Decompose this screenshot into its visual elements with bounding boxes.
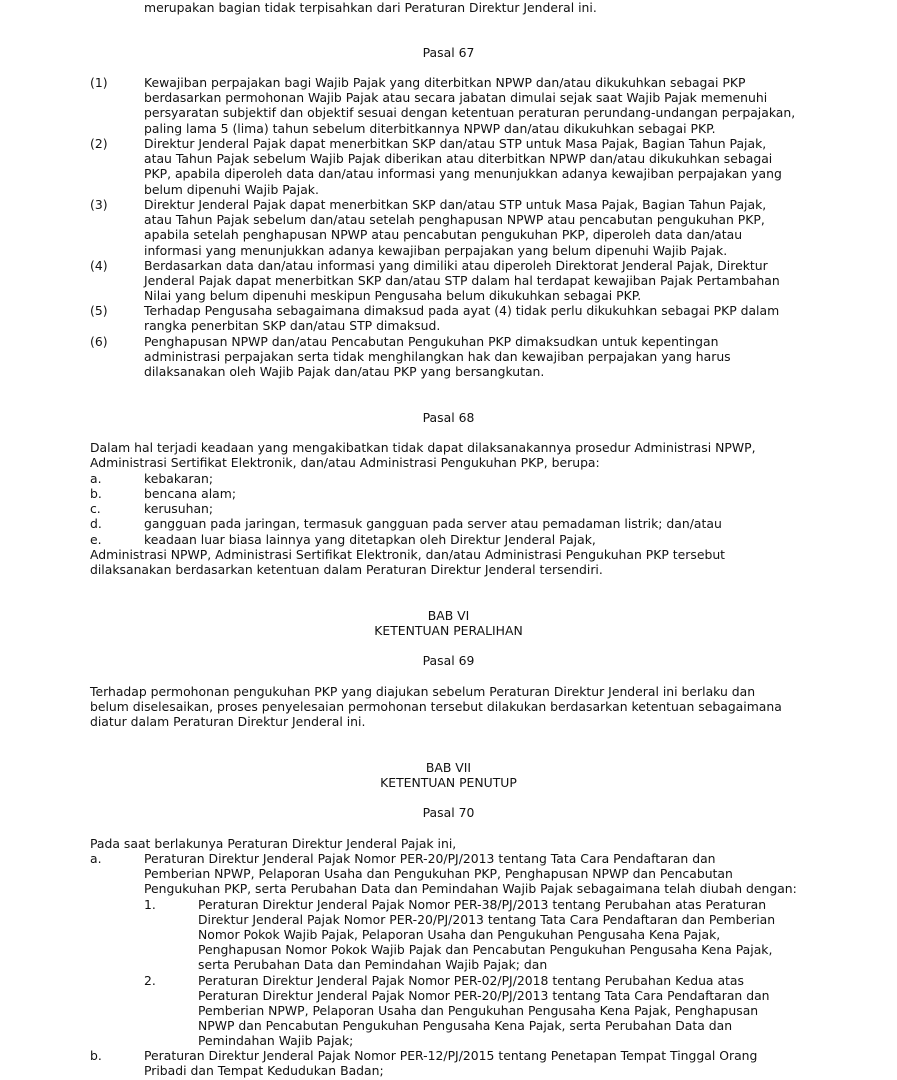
pasal-67-item-6-line: Penghapusan NPWP dan/atau Pencabutan Pengukuhan PKP dimaksudkan untuk kepentingan bbox=[144, 334, 719, 349]
pasal-67-item-3-num: (3) bbox=[90, 197, 108, 212]
pasal-67-item-5-num: (5) bbox=[90, 303, 108, 318]
intro-line: merupakan bagian tidak terpisahkan dari Peraturan Direktur Jenderal ini. bbox=[144, 0, 597, 15]
pasal-67-title: Pasal 67 bbox=[422, 45, 475, 60]
pasal-70-subitem-1-line: serta Perubahan Data dan Pemindahan Wajib Pajak; dan bbox=[198, 957, 548, 972]
pasal-70-subitem-2-line: Pemindahan Wajib Pajak; bbox=[198, 1033, 354, 1048]
pasal-67-item-4-num: (4) bbox=[90, 258, 108, 273]
pasal-70-item-b-num: b. bbox=[90, 1048, 102, 1063]
bab-7-title: BAB VII bbox=[425, 760, 472, 775]
pasal-68-item-d-num: d. bbox=[90, 516, 102, 531]
pasal-68-closing-line: dilaksanakan berdasarkan ketentuan dalam Peraturan Direktur Jenderal tersendiri. bbox=[90, 562, 603, 577]
pasal-70-subitem-2-line: NPWP dan Pencabutan Pengukuhan Pengusaha Kena Pajak, serta Perubahan Data dan bbox=[198, 1018, 733, 1033]
pasal-67-item-2-line: Direktur Jenderal Pajak dapat menerbitkan SKP dan/atau STP untuk Masa Pajak, Bagian Tahun Pajak, bbox=[144, 136, 767, 151]
pasal-68-item-b-num: b. bbox=[90, 486, 102, 501]
pasal-70-subitem-2-line: Peraturan Direktur Jenderal Pajak Nomor PER-02/PJ/2018 tentang Perubahan Kedua atas bbox=[198, 973, 744, 988]
pasal-68-item-a-text: kebakaran; bbox=[144, 471, 214, 486]
pasal-67-item-1-line: Kewajiban perpajakan bagi Wajib Pajak yang diterbitkan NPWP dan/atau dikukuhkan sebagai PKP bbox=[144, 75, 746, 90]
pasal-68-item-c-text: kerusuhan; bbox=[144, 501, 214, 516]
pasal-67-item-1-line: persyaratan subjektif dan objektif sesuai dengan ketentuan peraturan perundang-undangan perpajakan, bbox=[144, 105, 796, 120]
pasal-69-line: belum diselesaikan, proses penyelesaian permohonan tersebut dilakukan berdasarkan ketentuan sebagaimana bbox=[90, 699, 782, 714]
pasal-70-title: Pasal 70 bbox=[422, 805, 475, 820]
pasal-68-item-a-num: a. bbox=[90, 471, 102, 486]
pasal-70-item-a-line: Pengukuhan PKP, serta Perubahan Data dan Pemindahan Wajib Pajak sebagaimana telah diubah dengan: bbox=[144, 881, 797, 896]
bab-6-title: BAB VI bbox=[427, 608, 470, 623]
pasal-67-item-1-num: (1) bbox=[90, 75, 108, 90]
pasal-67-item-6-line: administrasi perpajakan serta tidak menghilangkan hak dan kewajiban perpajakan yang harus bbox=[144, 349, 731, 364]
pasal-67-item-4-line: Jenderal Pajak dapat menerbitkan SKP dan/atau STP dalam hal terdapat kewajiban Pajak Pertambahan bbox=[144, 273, 780, 288]
pasal-67-item-2-line: belum dipenuhi Wajib Pajak. bbox=[144, 182, 319, 197]
pasal-67-item-6-num: (6) bbox=[90, 334, 108, 349]
pasal-68-item-e-text: keadaan luar biasa lainnya yang ditetapkan oleh Direktur Jenderal Pajak, bbox=[144, 532, 596, 547]
pasal-68-intro-line: Administrasi Sertifikat Elektronik, dan/atau Administrasi Pengukuhan PKP, berupa: bbox=[90, 455, 600, 470]
pasal-67-item-4-line: Berdasarkan data dan/atau informasi yang dimiliki atau diperoleh Direktorat Jenderal Pajak, Direktur bbox=[144, 258, 768, 273]
pasal-68-item-d-text: gangguan pada jaringan, termasuk gangguan pada server atau pemadaman listrik; dan/atau bbox=[144, 516, 722, 531]
pasal-70-subitem-1-line: Peraturan Direktur Jenderal Pajak Nomor PER-38/PJ/2013 tentang Perubahan atas Peraturan bbox=[198, 897, 767, 912]
bab-6-subtitle: KETENTUAN PERALIHAN bbox=[374, 623, 523, 638]
pasal-70-item-a-num: a. bbox=[90, 851, 102, 866]
pasal-70-subitem-1-num: 1. bbox=[144, 897, 156, 912]
pasal-67-item-3-line: apabila setelah penghapusan NPWP atau pencabutan pengukuhan PKP, diperoleh data dan/atau bbox=[144, 227, 743, 242]
pasal-70-subitem-1-line: Penghapusan Nomor Pokok Wajib Pajak dan Pencabutan Pengukuhan Pengusaha Kena Pajak, bbox=[198, 942, 773, 957]
pasal-67-item-2-line: PKP, apabila diperoleh data dan/atau informasi yang menunjukkan adanya kewajiban perpajakan yang bbox=[144, 166, 782, 181]
pasal-67-item-5-line: Terhadap Pengusaha sebagaimana dimaksud pada ayat (4) tidak perlu dikukuhkan sebagai PKP dalam bbox=[144, 303, 780, 318]
pasal-68-item-b-text: bencana alam; bbox=[144, 486, 237, 501]
pasal-70-subitem-1-line: Direktur Jenderal Pajak Nomor PER-20/PJ/2013 tentang Tata Cara Pendaftaran dan Pemberian bbox=[198, 912, 776, 927]
pasal-68-item-e-num: e. bbox=[90, 532, 102, 547]
pasal-67-item-4-line: Nilai yang belum dipenuhi meskipun Pengusaha belum dikukuhkan sebagai PKP. bbox=[144, 288, 642, 303]
pasal-69-title: Pasal 69 bbox=[422, 653, 475, 668]
pasal-67-item-1-line: berdasarkan permohonan Wajib Pajak atau secara jabatan dimulai sejak saat Wajib Pajak memenuhi bbox=[144, 90, 768, 105]
pasal-70-intro: Pada saat berlakunya Peraturan Direktur Jenderal Pajak ini, bbox=[90, 836, 457, 851]
pasal-67-item-2-line: atau Tahun Pajak sebelum Wajib Pajak diberikan atau diterbitkan NPWP dan/atau dikukuhkan sebagai bbox=[144, 151, 773, 166]
pasal-70-item-b-line: Peraturan Direktur Jenderal Pajak Nomor PER-12/PJ/2015 tentang Penetapan Tempat Tinggal Orang bbox=[144, 1048, 758, 1063]
pasal-69-line: Terhadap permohonan pengukuhan PKP yang diajukan sebelum Peraturan Direktur Jenderal ini berlaku dan bbox=[90, 684, 756, 699]
pasal-70-subitem-2-line: Pemberian NPWP, Pelaporan Usaha dan Pengukuhan Pengusaha Kena Pajak, Penghapusan bbox=[198, 1003, 759, 1018]
pasal-68-title: Pasal 68 bbox=[422, 410, 475, 425]
pasal-69-line: diatur dalam Peraturan Direktur Jenderal ini. bbox=[90, 714, 366, 729]
pasal-70-subitem-2-line: Peraturan Direktur Jenderal Pajak Nomor PER-20/PJ/2013 tentang Tata Cara Pendaftaran dan bbox=[198, 988, 770, 1003]
bab-7-subtitle: KETENTUAN PENUTUP bbox=[380, 775, 517, 790]
pasal-70-item-a-line: Peraturan Direktur Jenderal Pajak Nomor PER-20/PJ/2013 tentang Tata Cara Pendaftaran dan bbox=[144, 851, 716, 866]
pasal-68-closing-line: Administrasi NPWP, Administrasi Sertifikat Elektronik, dan/atau Administrasi Pengukuhan PKP tersebut bbox=[90, 547, 726, 562]
pasal-70-subitem-2-num: 2. bbox=[144, 973, 156, 988]
pasal-67-item-3-line: Direktur Jenderal Pajak dapat menerbitkan SKP dan/atau STP untuk Masa Pajak, Bagian Tahun Pajak, bbox=[144, 197, 767, 212]
pasal-68-item-c-num: c. bbox=[90, 501, 101, 516]
pasal-67-item-6-line: dilaksanakan oleh Wajib Pajak dan/atau PKP yang bersangkutan. bbox=[144, 364, 545, 379]
pasal-67-item-3-line: informasi yang menunjukkan adanya kewajiban perpajakan yang belum dipenuhi Wajib Pajak. bbox=[144, 243, 728, 258]
pasal-67-item-5-line: rangka penerbitan SKP dan/atau STP dimaksud. bbox=[144, 318, 441, 333]
pasal-67-item-3-line: atau Tahun Pajak sebelum dan/atau setelah penghapusan NPWP atau pencabutan pengukuhan PKP, bbox=[144, 212, 765, 227]
pasal-67-item-2-num: (2) bbox=[90, 136, 108, 151]
pasal-67-item-1-line: paling lama 5 (lima) tahun sebelum diterbitkannya NPWP dan/atau dikukuhkan sebagai PKP. bbox=[144, 121, 716, 136]
pasal-70-subitem-1-line: Nomor Pokok Wajib Pajak, Pelaporan Usaha dan Pengukuhan Pengusaha Kena Pajak, bbox=[198, 927, 721, 942]
pasal-70-item-a-line: Pemberian NPWP, Pelaporan Usaha dan Pengukuhan PKP, Penghapusan NPWP dan Pencabutan bbox=[144, 866, 733, 881]
pasal-70-item-b-line: Pribadi dan Tempat Kedudukan Badan; bbox=[144, 1063, 384, 1078]
pasal-68-intro-line: Dalam hal terjadi keadaan yang mengakibatkan tidak dapat dilaksanakannya prosedur Administrasi NPWP, bbox=[90, 440, 756, 455]
